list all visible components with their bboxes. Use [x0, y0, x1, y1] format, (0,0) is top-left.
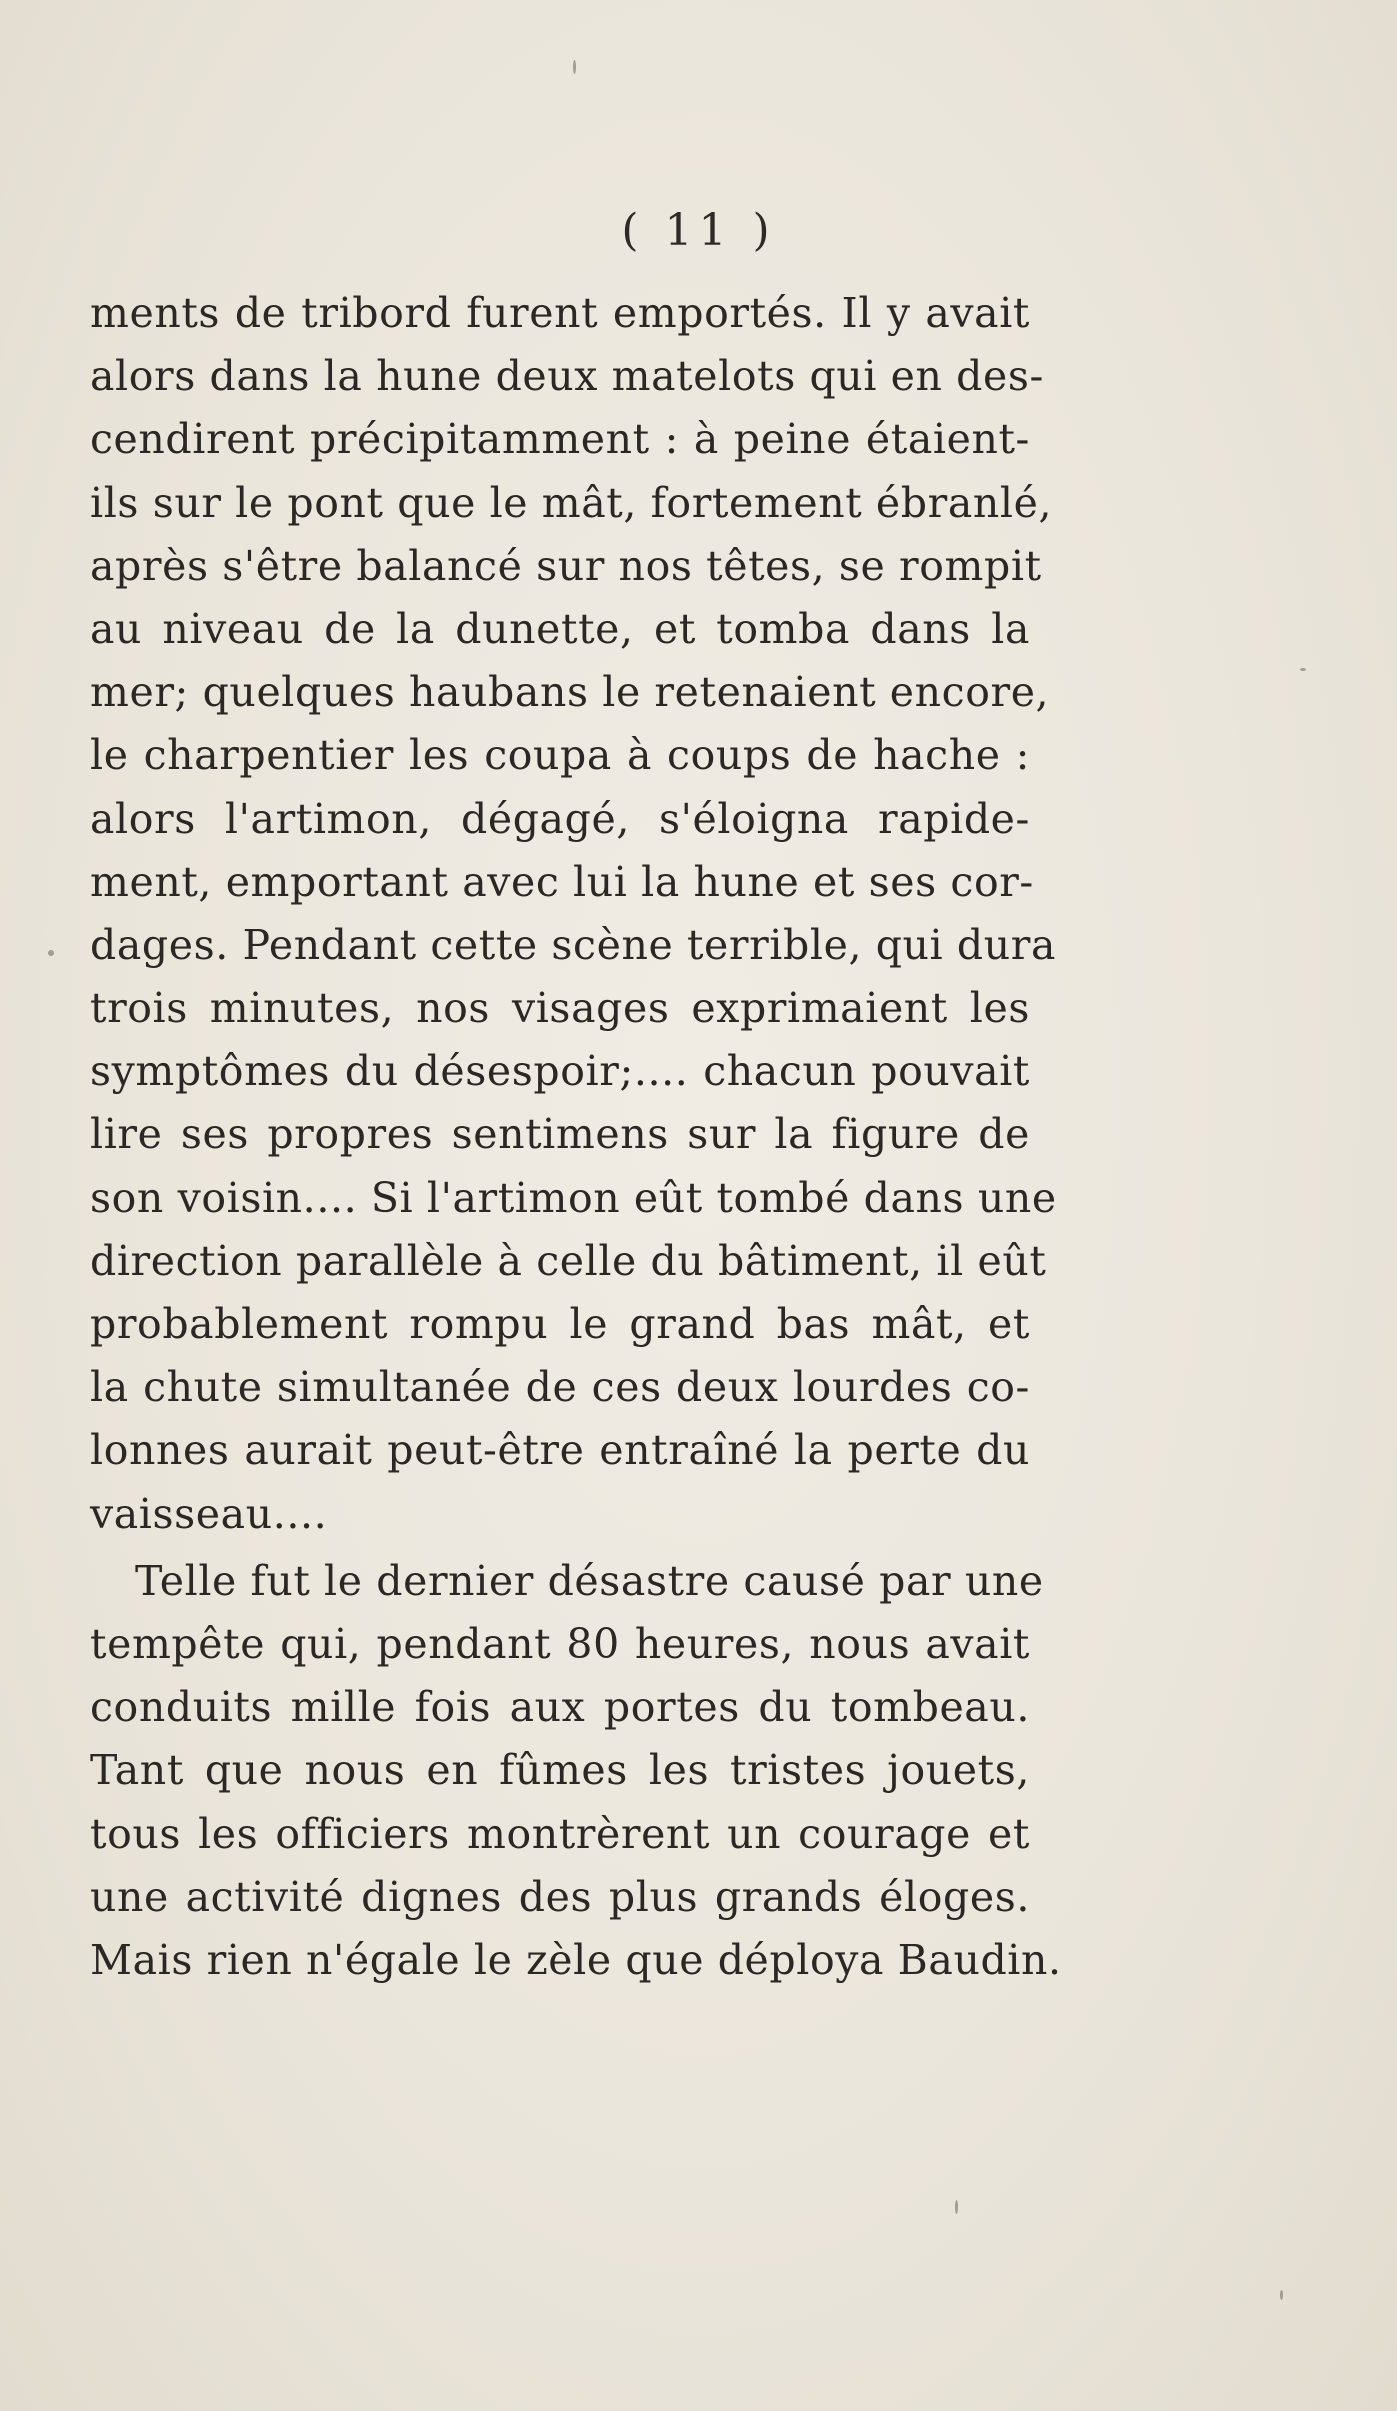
paper-speck: [1280, 2290, 1283, 2300]
text-line: le charpentier les coupa à coups de hache :: [90, 731, 1030, 780]
text-line: symptômes du désespoir;.... chacun pouvait: [90, 1047, 1030, 1096]
text-line: après s'être balancé sur nos têtes, se rompit: [90, 541, 1042, 590]
text-line: vaisseau....: [90, 1489, 328, 1538]
text-line: son voisin.... Si l'artimon eût tombé dans une: [90, 1173, 1057, 1222]
text-line: trois minutes, nos visages exprimaient les: [90, 984, 1030, 1033]
text-line: une activité dignes des plus grands éloges.: [90, 1872, 1030, 1921]
text-line: Telle fut le dernier désastre causé par une: [135, 1556, 1044, 1605]
text-line: la chute simultanée de ces deux lourdes co-: [90, 1363, 1030, 1412]
text-line: Mais rien n'égale le zèle que déploya Baudin.: [90, 1935, 1062, 1984]
text-line: ils sur le pont que le mât, fortement ébranlé,: [90, 478, 1053, 527]
text-line: direction parallèle à celle du bâtiment, il eût: [90, 1236, 1047, 1285]
paper-speck: [955, 2200, 958, 2214]
text-line: tempête qui, pendant 80 heures, nous avait: [90, 1619, 1030, 1668]
text-line: lire ses propres sentimens sur la figure de: [90, 1110, 1030, 1159]
text-line: lonnes aurait peut-être entraîné la perte du: [90, 1426, 1030, 1475]
text-line: Tant que nous en fûmes les tristes jouets,: [90, 1746, 1030, 1795]
text-line: ments de tribord furent emportés. Il y avait: [90, 289, 1030, 337]
paper-speck: [1300, 668, 1306, 671]
text-line: tous les officiers montrèrent un courage et: [90, 1809, 1030, 1858]
text-line: ment, emportant avec lui la hune et ses cor-: [90, 857, 1034, 906]
text-line: au niveau de la dunette, et tomba dans la: [90, 604, 1030, 653]
body-text: [90, 282, 1062, 1992]
page-number: ( 11 ): [621, 205, 776, 256]
paper-speck: [48, 950, 54, 956]
text-line: cendirent précipitamment : à peine étaient-: [90, 415, 1030, 464]
text-line: alors l'artimon, dégagé, s'éloigna rapide-: [90, 794, 1030, 843]
paper-speck: [573, 60, 576, 74]
text-line: dages. Pendant cette scène terrible, qui dura: [90, 920, 1056, 969]
text-line: conduits mille fois aux portes du tombeau.: [90, 1683, 1030, 1732]
text-line: probablement rompu le grand bas mât, et: [90, 1300, 1030, 1348]
text-line: mer; quelques haubans le retenaient encore,: [90, 668, 1050, 717]
text-line: alors dans la hune deux matelots qui en des-: [90, 352, 1044, 401]
